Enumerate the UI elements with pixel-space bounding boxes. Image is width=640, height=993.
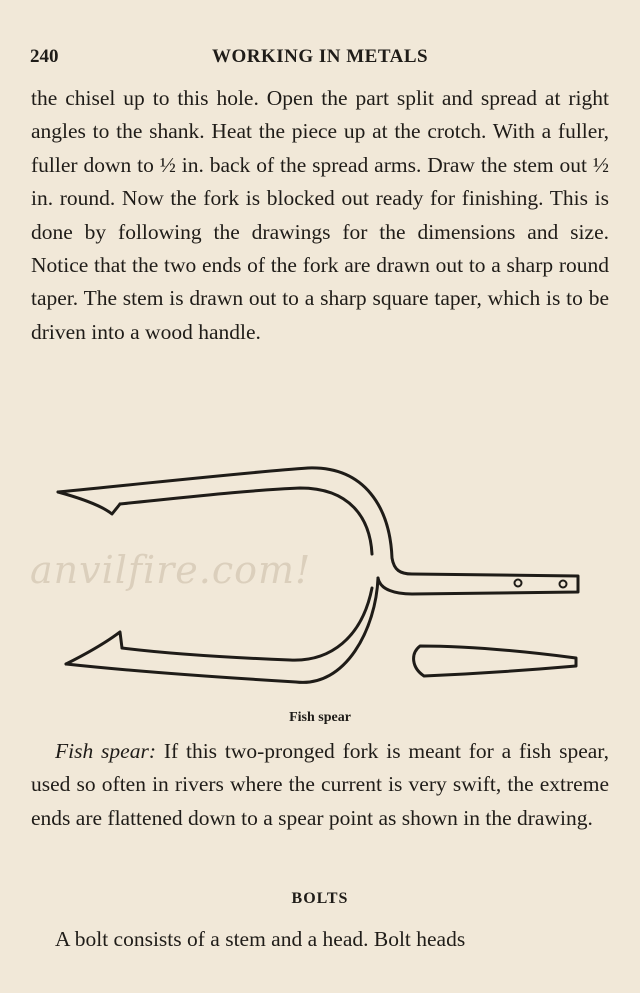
fish-spear-paragraph bbox=[31, 735, 609, 835]
upper-barb bbox=[58, 492, 120, 514]
fork-inner-lower bbox=[122, 588, 372, 660]
figure-caption: Fish spear bbox=[289, 710, 351, 725]
fork-outer-lower bbox=[66, 578, 378, 682]
fish-spear-illustration bbox=[50, 458, 590, 688]
body-paragraph: the chisel up to this hole. Open the part split and spread at right angles to the shank. Heat the piece up at the crotch. With a fuller, fuller down to ½ in. back of the spread arms. Draw the stem out ½ in. round. Now the fork is blocked out ready for finishing. This is done by following the drawings for the dimensions and size. Notice that the two ends of the fork are drawn out to a sharp round taper. The stem is drawn out to a sharp square taper, which is to be driven into a wood handle. bbox=[31, 86, 609, 344]
page-header bbox=[30, 46, 610, 74]
lower-barb bbox=[66, 632, 122, 664]
page-number: 240 bbox=[30, 46, 59, 67]
watermark: anvilfire.com! bbox=[30, 548, 312, 592]
paragraph-text: If this two-pronged fork is meant for a fish spear, used so often in rivers where the current is very swift, the extreme ends are flattened down to a spear point as shown in the drawing. bbox=[31, 739, 609, 830]
running-head: WORKING IN METALS bbox=[211, 46, 429, 67]
paragraph-lead: Fish spear: bbox=[55, 739, 156, 763]
fork-outer-upper bbox=[58, 468, 578, 594]
spear-tang bbox=[414, 646, 576, 676]
rivet-hole bbox=[560, 581, 567, 588]
section-title: BOLTS bbox=[291, 890, 349, 907]
rivet-hole bbox=[515, 580, 522, 587]
fish-spear-drawing bbox=[50, 458, 590, 688]
fork-inner-upper bbox=[120, 488, 372, 554]
bolts-paragraph: A bolt consists of a stem and a head. Bolt heads bbox=[55, 927, 466, 951]
